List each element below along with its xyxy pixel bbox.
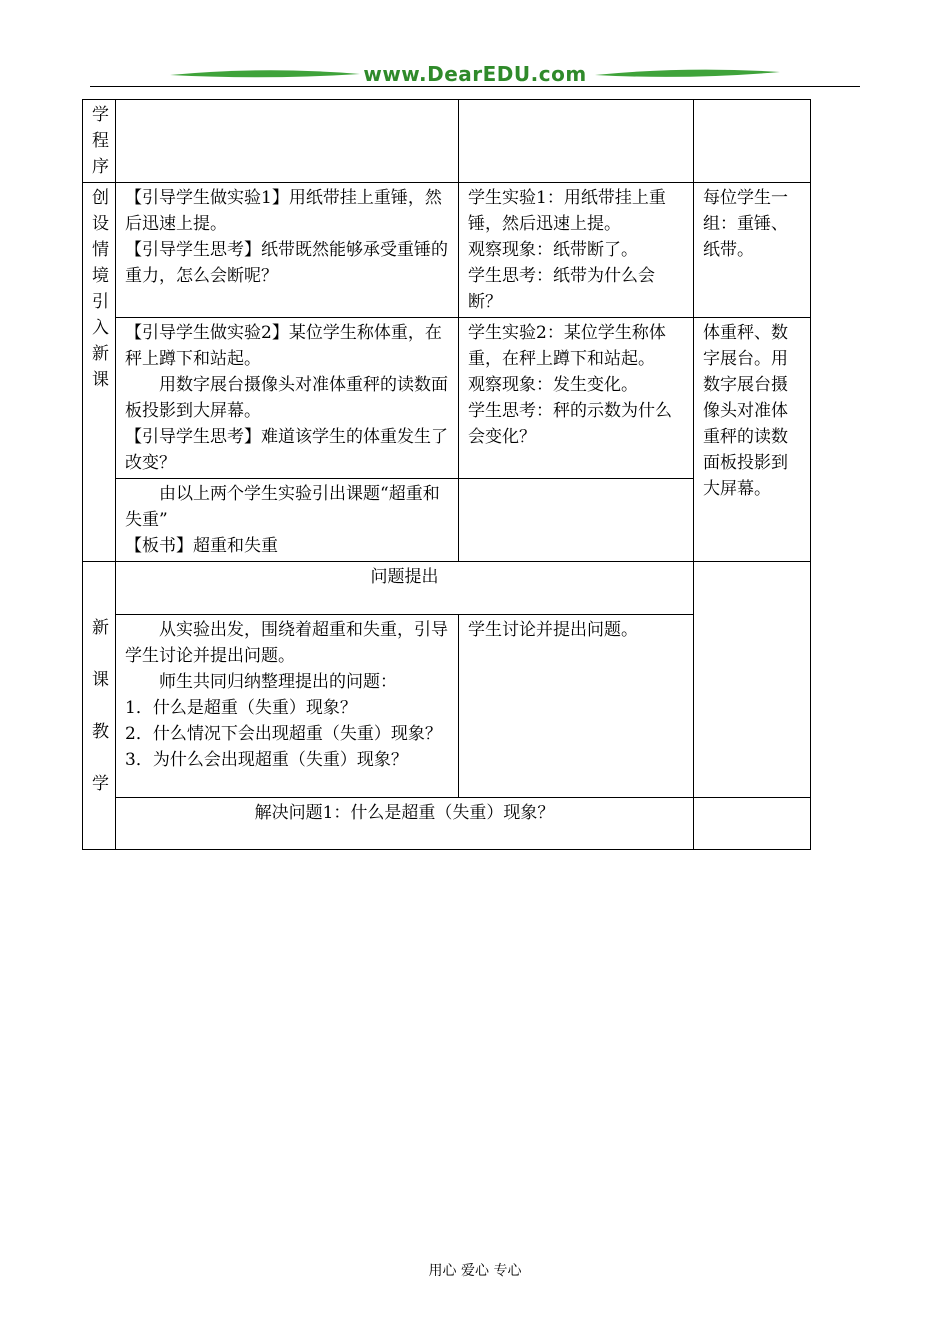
student-cell <box>459 479 694 562</box>
student-cell <box>459 183 694 318</box>
materials-cell <box>694 562 811 798</box>
student-text: 观察现象：发生变化。 <box>468 375 638 395</box>
materials-cell: 体重秤、数字展台。用数字展台摄像头对准体重秤的读数面板投影到大屏幕。 <box>694 318 811 562</box>
header-rule <box>90 86 860 87</box>
table-row <box>83 798 811 850</box>
teacher-cell <box>116 183 459 318</box>
teacher-cell <box>116 100 459 183</box>
student-cell <box>459 318 694 479</box>
teacher-text: 【引导学生做实验1】用纸带挂上重锤，然后迅速上提。 <box>125 188 442 234</box>
table-row <box>83 100 811 183</box>
section-label-learning-process: 学程序 <box>83 100 116 183</box>
page-footer: 用心 爱心 专心 <box>428 1263 522 1279</box>
section-label-new-lesson: 新课教学 <box>83 562 116 850</box>
question-item: 3．为什么会出现超重（失重）现象？ <box>125 750 408 770</box>
solve-problem-1: 解决问题1：什么是超重（失重）现象？ <box>116 798 694 850</box>
student-text: 观察现象：纸带断了。 <box>468 240 638 260</box>
teacher-cell <box>116 479 459 562</box>
table-row <box>83 318 811 479</box>
student-text: 学生思考：纸带为什么会断？ <box>468 266 655 312</box>
teacher-text: 从实验出发，围绕着超重和失重，引导学生讨论并提出问题。 <box>125 620 448 666</box>
table-row <box>83 183 811 318</box>
student-text: 学生实验1：用纸带挂上重锤，然后迅速上提。 <box>468 188 666 234</box>
teacher-text: 用数字展台摄像头对准体重秤的读数面板投影到大屏幕。 <box>125 375 448 421</box>
section-label-intro: 创设情境引入新课 <box>83 183 116 562</box>
teacher-cell <box>116 318 459 479</box>
site-logo: www.DearEDU.com <box>363 62 587 86</box>
teacher-text: 由以上两个学生实验引出课题“超重和失重” <box>125 484 440 530</box>
materials-cell <box>694 100 811 183</box>
question-item: 2．什么情况下会出现超重（失重）现象？ <box>125 724 442 744</box>
teacher-text: 【板书】超重和失重 <box>125 536 278 556</box>
teacher-text: 【引导学生思考】难道该学生的体重发生了改变？ <box>125 427 448 473</box>
materials-cell <box>694 798 811 850</box>
lesson-plan-table <box>82 99 811 850</box>
page-header <box>90 58 860 92</box>
student-text: 学生思考：秤的示数为什么会变化？ <box>468 401 672 447</box>
student-cell: 学生讨论并提出问题。 <box>459 615 694 798</box>
materials-cell: 每位学生一组：重锤、纸带。 <box>694 183 811 318</box>
question-item: 1．什么是超重（失重）现象？ <box>125 698 357 718</box>
right-swoosh-decoration <box>595 68 780 80</box>
student-text: 学生实验2：某位学生称体重，在秤上蹲下和站起。 <box>468 323 666 369</box>
problem-header: 问题提出 <box>116 562 694 615</box>
student-cell <box>459 100 694 183</box>
table-row <box>83 562 811 615</box>
teacher-text: 【引导学生做实验2】某位学生称体重，在秤上蹲下和站起。 <box>125 323 442 369</box>
teacher-text: 【引导学生思考】纸带既然能够承受重锤的重力，怎么会断呢？ <box>125 240 448 286</box>
teacher-cell <box>116 615 459 798</box>
teacher-text: 师生共同归纳整理提出的问题： <box>159 672 397 692</box>
